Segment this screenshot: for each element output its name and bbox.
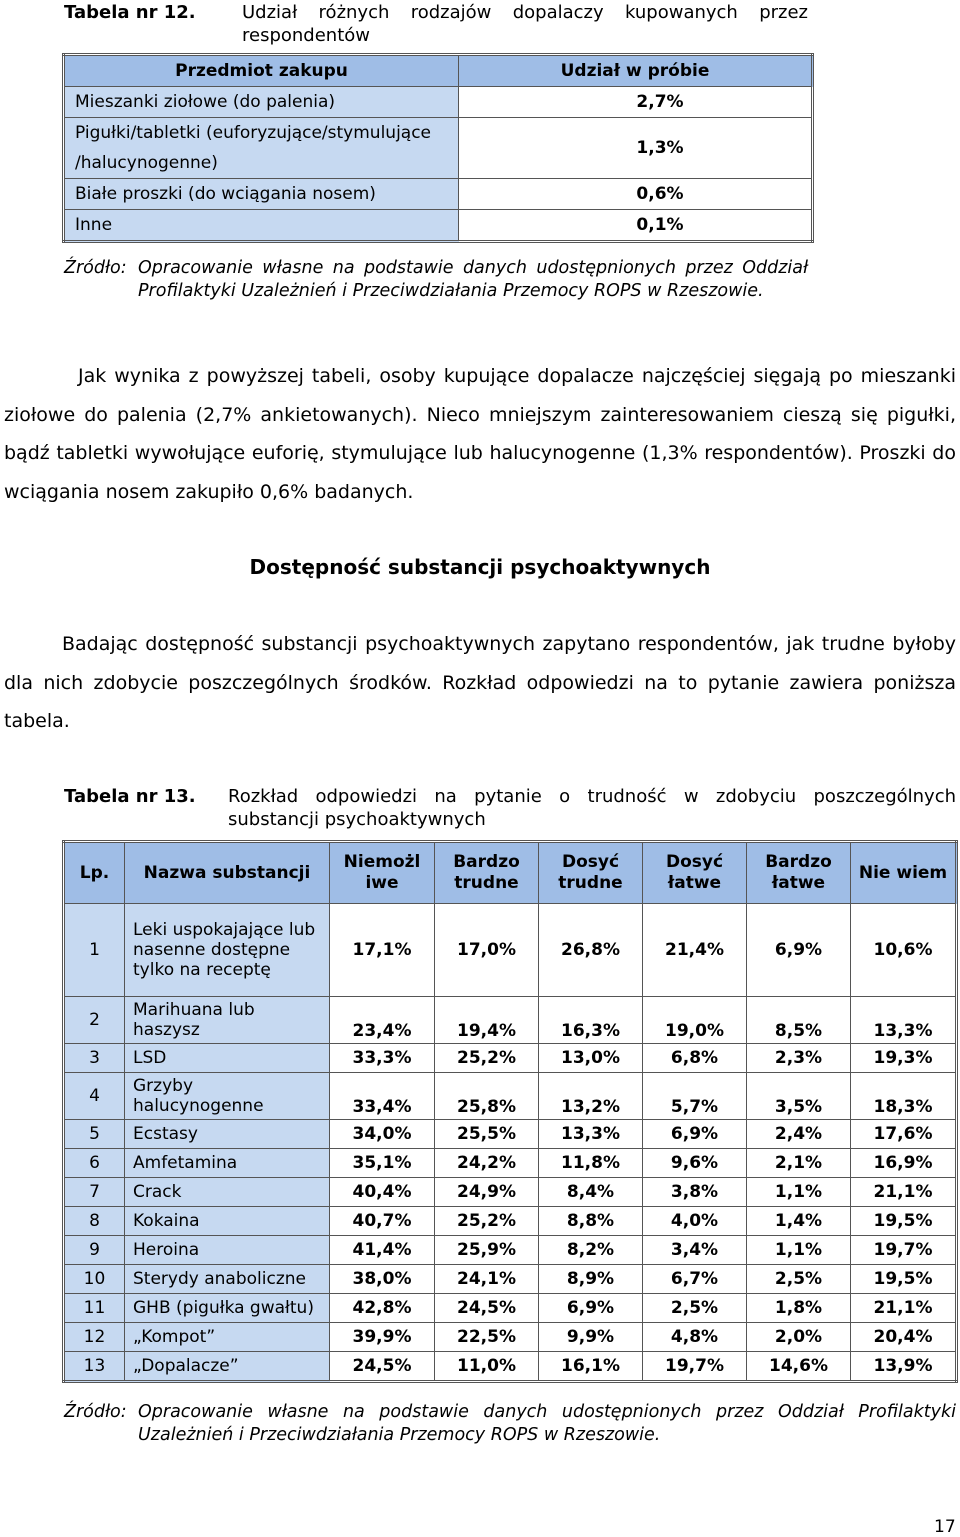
substance-name: Kokaina — [125, 1207, 330, 1236]
table12-share: 0,1% — [459, 210, 813, 242]
row-number: 12 — [64, 1323, 125, 1352]
substance-name: „Dopalacze” — [125, 1352, 330, 1382]
value-cell: 13,0% — [539, 1044, 643, 1073]
substance-name: Grzyby halucynogenne — [125, 1073, 330, 1120]
table12-share: 0,6% — [459, 179, 813, 210]
value-cell: 10,6% — [851, 904, 957, 997]
table-row — [64, 1120, 957, 1149]
table-row — [64, 1352, 957, 1382]
value-cell: 25,5% — [435, 1120, 539, 1149]
row-number: 7 — [64, 1178, 125, 1207]
value-cell: 17,6% — [851, 1120, 957, 1149]
table12-item: Mieszanki ziołowe (do palenia) — [64, 87, 459, 118]
value-cell: 25,2% — [435, 1044, 539, 1073]
row-number: 8 — [64, 1207, 125, 1236]
table12 — [62, 53, 814, 243]
table12-source-text: Opracowanie własne na podstawie danych udostępnionych przez Oddział Profilaktyki Uzależnień i Przeciwdziałania Przemocy ROPS w Rzeszowie. — [138, 258, 808, 301]
value-cell: 42,8% — [330, 1294, 435, 1323]
value-cell: 11,8% — [539, 1149, 643, 1178]
value-cell: 2,1% — [747, 1149, 851, 1178]
value-cell: 20,4% — [851, 1323, 957, 1352]
value-cell: 1,1% — [747, 1236, 851, 1265]
table13-header-lp: Lp. — [64, 842, 125, 904]
value-cell: 19,3% — [851, 1044, 957, 1073]
row-number: 13 — [64, 1352, 125, 1382]
value-cell: 16,3% — [539, 997, 643, 1044]
value-cell: 19,4% — [435, 997, 539, 1044]
value-cell: 39,9% — [330, 1323, 435, 1352]
row-number: 11 — [64, 1294, 125, 1323]
value-cell: 2,5% — [643, 1294, 747, 1323]
substance-name: Ecstasy — [125, 1120, 330, 1149]
table12-item: Pigułki/tabletki (euforyzujące/stymulujące /halucynogenne) — [64, 118, 459, 179]
value-cell: 13,3% — [539, 1120, 643, 1149]
row-number: 1 — [64, 904, 125, 997]
value-cell: 34,0% — [330, 1120, 435, 1149]
value-cell: 24,5% — [435, 1294, 539, 1323]
value-cell: 33,4% — [330, 1073, 435, 1120]
table-row — [64, 1044, 957, 1073]
value-cell: 38,0% — [330, 1265, 435, 1294]
table13-source-label: Źródło: — [64, 1402, 127, 1422]
table12-item: Inne — [64, 210, 459, 242]
value-cell: 8,8% — [539, 1207, 643, 1236]
value-cell: 2,0% — [747, 1323, 851, 1352]
value-cell: 21,1% — [851, 1178, 957, 1207]
value-cell: 26,8% — [539, 904, 643, 997]
value-cell: 23,4% — [330, 997, 435, 1044]
value-cell: 17,0% — [435, 904, 539, 997]
value-cell: 4,0% — [643, 1207, 747, 1236]
table13-source — [64, 1401, 956, 1447]
row-number: 5 — [64, 1120, 125, 1149]
substance-name: Leki uspokajające lub nasenne dostępne tylko na receptę — [125, 904, 330, 997]
table-row — [64, 118, 813, 179]
value-cell: 3,8% — [643, 1178, 747, 1207]
table13-header-dont-know: Nie wiem — [851, 842, 957, 904]
value-cell: 6,9% — [747, 904, 851, 997]
row-number: 6 — [64, 1149, 125, 1178]
table13-source-text: Opracowanie własne na podstawie danych udostępnionych przez Oddział Profilaktyki Uzależnień i Przeciwdziałania Przemocy ROPS w Rzeszowie. — [138, 1402, 956, 1445]
value-cell: 24,2% — [435, 1149, 539, 1178]
value-cell: 3,5% — [747, 1073, 851, 1120]
table-row — [64, 1236, 957, 1265]
value-cell: 22,5% — [435, 1323, 539, 1352]
table12-source — [64, 257, 808, 303]
table13-header-impossible: Niemożl iwe — [330, 842, 435, 904]
substance-name: Marihuana lub haszysz — [125, 997, 330, 1044]
value-cell: 13,3% — [851, 997, 957, 1044]
paragraph-1: Jak wynika z powyższej tabeli, osoby kupujące dopalacze najczęściej sięgają po mieszanki ziołowe do palenia (2,7% ankietowanych). Nieco mniejszym zainteresowaniem cieszą się pigułki, bądź tabletki wywołujące euforię, stymulujące lub halucynogenne (1,3% respondentów). Proszki do wciągania nosem zakupiło 0,6% badanych. — [4, 365, 956, 503]
table13-header-very-easy: Bardzo łatwe — [747, 842, 851, 904]
table13-header-very-hard: Bardzo trudne — [435, 842, 539, 904]
value-cell: 25,8% — [435, 1073, 539, 1120]
value-cell: 19,7% — [851, 1236, 957, 1265]
substance-name: LSD — [125, 1044, 330, 1073]
table-row — [64, 1207, 957, 1236]
table13-caption — [64, 785, 956, 831]
value-cell: 6,9% — [643, 1120, 747, 1149]
value-cell: 16,1% — [539, 1352, 643, 1382]
value-cell: 33,3% — [330, 1044, 435, 1073]
value-cell: 2,5% — [747, 1265, 851, 1294]
table12-caption — [64, 1, 808, 47]
substance-name: Crack — [125, 1178, 330, 1207]
value-cell: 11,0% — [435, 1352, 539, 1382]
value-cell: 8,9% — [539, 1265, 643, 1294]
substance-name: „Kompot” — [125, 1323, 330, 1352]
value-cell: 19,0% — [643, 997, 747, 1044]
value-cell: 6,9% — [539, 1294, 643, 1323]
row-number: 9 — [64, 1236, 125, 1265]
substance-name: GHB (pigułka gwałtu) — [125, 1294, 330, 1323]
value-cell: 1,1% — [747, 1178, 851, 1207]
value-cell: 8,2% — [539, 1236, 643, 1265]
value-cell: 2,3% — [747, 1044, 851, 1073]
value-cell: 24,1% — [435, 1265, 539, 1294]
substance-name: Amfetamina — [125, 1149, 330, 1178]
value-cell: 5,7% — [643, 1073, 747, 1120]
page-number: 17 — [934, 1517, 956, 1537]
value-cell: 16,9% — [851, 1149, 957, 1178]
table-row — [64, 210, 813, 242]
value-cell: 1,8% — [747, 1294, 851, 1323]
value-cell: 6,8% — [643, 1044, 747, 1073]
value-cell: 19,5% — [851, 1207, 957, 1236]
table12-caption-text: Udział różnych rodzajów dopalaczy kupowanych przez respondentów — [242, 2, 808, 46]
table-row — [64, 1294, 957, 1323]
row-number: 3 — [64, 1044, 125, 1073]
table-row — [64, 1149, 957, 1178]
table-row — [64, 997, 957, 1044]
value-cell: 8,4% — [539, 1178, 643, 1207]
value-cell: 9,6% — [643, 1149, 747, 1178]
value-cell: 13,9% — [851, 1352, 957, 1382]
table-row — [64, 179, 813, 210]
section-heading: Dostępność substancji psychoaktywnych — [249, 555, 711, 579]
value-cell: 24,5% — [330, 1352, 435, 1382]
table13 — [62, 840, 958, 1383]
value-cell: 1,4% — [747, 1207, 851, 1236]
value-cell: 13,2% — [539, 1073, 643, 1120]
table-row — [64, 1073, 957, 1120]
value-cell: 2,4% — [747, 1120, 851, 1149]
value-cell: 9,9% — [539, 1323, 643, 1352]
row-number: 4 — [64, 1073, 125, 1120]
table13-caption-label: Tabela nr 13. — [64, 786, 196, 807]
value-cell: 25,2% — [435, 1207, 539, 1236]
table-row — [64, 1323, 957, 1352]
table12-caption-label: Tabela nr 12. — [64, 2, 196, 23]
table12-share: 2,7% — [459, 87, 813, 118]
table13-header-fairly-easy: Dosyć łatwe — [643, 842, 747, 904]
table12-header-item: Przedmiot zakupu — [64, 55, 459, 87]
value-cell: 6,7% — [643, 1265, 747, 1294]
table13-caption-text: Rozkład odpowiedzi na pytanie o trudność w zdobyciu poszczególnych substancji psychoaktywnych — [228, 786, 956, 830]
value-cell: 35,1% — [330, 1149, 435, 1178]
value-cell: 4,8% — [643, 1323, 747, 1352]
value-cell: 25,9% — [435, 1236, 539, 1265]
value-cell: 24,9% — [435, 1178, 539, 1207]
value-cell: 3,4% — [643, 1236, 747, 1265]
value-cell: 21,1% — [851, 1294, 957, 1323]
table-row — [64, 1178, 957, 1207]
table13-header-fairly-hard: Dosyć trudne — [539, 842, 643, 904]
value-cell: 19,5% — [851, 1265, 957, 1294]
value-cell: 41,4% — [330, 1236, 435, 1265]
row-number: 2 — [64, 997, 125, 1044]
table12-header-share: Udział w próbie — [459, 55, 813, 87]
table12-source-label: Źródło: — [64, 258, 127, 278]
value-cell: 14,6% — [747, 1352, 851, 1382]
table12-share: 1,3% — [459, 118, 813, 179]
value-cell: 40,4% — [330, 1178, 435, 1207]
substance-name: Heroina — [125, 1236, 330, 1265]
table13-header-name: Nazwa substancji — [125, 842, 330, 904]
row-number: 10 — [64, 1265, 125, 1294]
table-row — [64, 87, 813, 118]
paragraph-2: Badając dostępność substancji psychoaktywnych zapytano respondentów, jak trudne byłoby dla nich zdobycie poszczególnych środków. Rozkład odpowiedzi na to pytanie zawiera poniższa tabela. — [4, 633, 956, 732]
value-cell: 19,7% — [643, 1352, 747, 1382]
table12-item: Białe proszki (do wciągania nosem) — [64, 179, 459, 210]
substance-name: Sterydy anaboliczne — [125, 1265, 330, 1294]
value-cell: 17,1% — [330, 904, 435, 997]
value-cell: 40,7% — [330, 1207, 435, 1236]
value-cell: 8,5% — [747, 997, 851, 1044]
table-row — [64, 1265, 957, 1294]
value-cell: 21,4% — [643, 904, 747, 997]
table-row — [64, 904, 957, 997]
value-cell: 18,3% — [851, 1073, 957, 1120]
